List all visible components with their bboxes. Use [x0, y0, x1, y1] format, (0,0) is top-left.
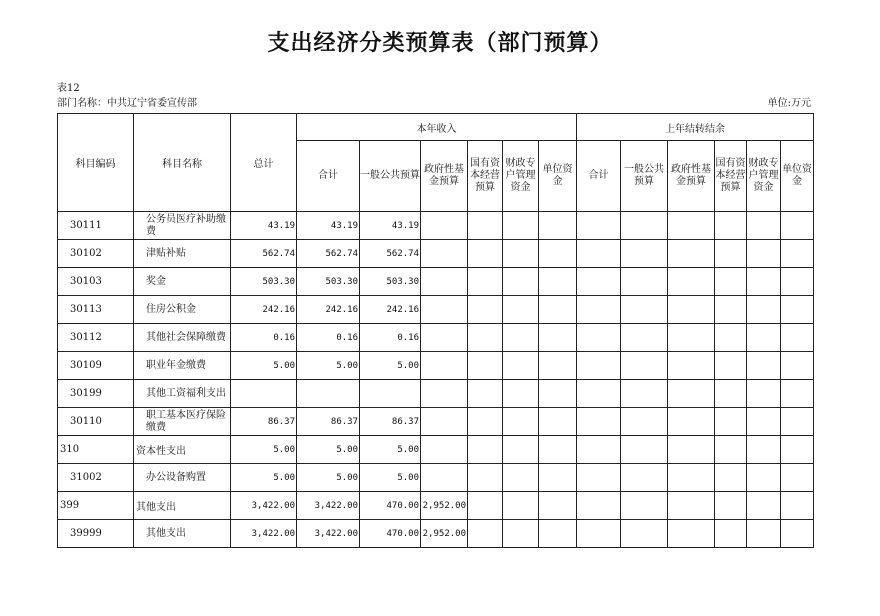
header-co-general: 一般公共预算 — [621, 141, 668, 212]
row-total: 5.00 — [231, 436, 297, 464]
row-total: 0.16 — [231, 324, 297, 352]
row-total: 5.00 — [231, 352, 297, 380]
empty-cell — [668, 352, 715, 380]
empty-cell — [539, 520, 577, 548]
row-cy-subtotal: 86.37 — [297, 408, 360, 436]
empty-cell — [621, 324, 668, 352]
empty-cell — [503, 352, 539, 380]
empty-cell — [621, 240, 668, 268]
row-cy-general: 242.16 — [360, 296, 421, 324]
row-code: 30103 — [58, 268, 134, 296]
row-code: 30102 — [58, 240, 134, 268]
row-cy-general: 5.00 — [360, 464, 421, 492]
unit-label: 单位:万元 — [767, 98, 811, 109]
row-cy-subtotal: 3,422.00 — [297, 492, 360, 520]
header-cy-unit: 单位资金 — [539, 141, 577, 212]
row-cy-general: 5.00 — [360, 352, 421, 380]
row-cy-general: 503.30 — [360, 268, 421, 296]
row-code: 30112 — [58, 324, 134, 352]
empty-cell — [503, 296, 539, 324]
row-name: 其他支出 — [134, 492, 231, 520]
empty-cell — [539, 408, 577, 436]
row-code: 30110 — [58, 408, 134, 436]
empty-cell — [715, 408, 747, 436]
empty-cell — [781, 240, 814, 268]
row-cy-gov-fund — [421, 464, 468, 492]
empty-cell — [539, 464, 577, 492]
empty-cell — [468, 268, 503, 296]
empty-cell — [668, 464, 715, 492]
header-co-unit: 单位资金 — [781, 141, 814, 212]
empty-cell — [747, 324, 781, 352]
empty-cell — [781, 380, 814, 408]
table-row — [58, 408, 814, 436]
header-cy-special: 财政专户管理资金 — [503, 141, 539, 212]
row-cy-general: 43.19 — [360, 212, 421, 240]
empty-cell — [468, 212, 503, 240]
empty-cell — [539, 268, 577, 296]
row-code: 39999 — [58, 520, 134, 548]
empty-cell — [747, 296, 781, 324]
empty-cell — [503, 212, 539, 240]
row-code: 30109 — [58, 352, 134, 380]
empty-cell — [577, 436, 621, 464]
table-row — [58, 492, 814, 520]
empty-cell — [781, 436, 814, 464]
table-row — [58, 352, 814, 380]
header-co-gov-fund: 政府性基金预算 — [668, 141, 715, 212]
empty-cell — [577, 520, 621, 548]
empty-cell — [715, 240, 747, 268]
row-name: 资本性支出 — [134, 436, 231, 464]
empty-cell — [577, 324, 621, 352]
empty-cell — [747, 436, 781, 464]
row-total: 43.19 — [231, 212, 297, 240]
row-cy-gov-fund — [421, 408, 468, 436]
row-name: 其他支出 — [134, 520, 231, 548]
table-row — [58, 464, 814, 492]
table-row — [58, 212, 814, 240]
empty-cell — [539, 352, 577, 380]
empty-cell — [539, 212, 577, 240]
empty-cell — [621, 268, 668, 296]
table-row — [58, 296, 814, 324]
empty-cell — [577, 380, 621, 408]
empty-cell — [621, 492, 668, 520]
row-name: 办公设备购置 — [134, 464, 231, 492]
header-total: 总计 — [231, 114, 297, 212]
empty-cell — [715, 464, 747, 492]
row-name: 其他工资福利支出 — [134, 380, 231, 408]
empty-cell — [621, 520, 668, 548]
table-row — [58, 520, 814, 548]
row-cy-subtotal: 5.00 — [297, 352, 360, 380]
empty-cell — [781, 408, 814, 436]
row-cy-general: 470.00 — [360, 492, 421, 520]
header-cy-soe: 国有资本经营预算 — [468, 141, 503, 212]
row-total: 86.37 — [231, 408, 297, 436]
empty-cell — [747, 408, 781, 436]
empty-cell — [747, 464, 781, 492]
row-cy-general: 5.00 — [360, 436, 421, 464]
empty-cell — [539, 436, 577, 464]
empty-cell — [621, 408, 668, 436]
row-code: 30111 — [58, 212, 134, 240]
empty-cell — [539, 240, 577, 268]
header-cy-subtotal: 合计 — [297, 141, 360, 212]
empty-cell — [715, 268, 747, 296]
table-row — [58, 380, 814, 408]
row-cy-general: 470.00 — [360, 520, 421, 548]
empty-cell — [621, 296, 668, 324]
empty-cell — [577, 492, 621, 520]
empty-cell — [668, 436, 715, 464]
empty-cell — [503, 436, 539, 464]
empty-cell — [503, 408, 539, 436]
table-body — [58, 212, 814, 548]
empty-cell — [503, 464, 539, 492]
empty-cell — [668, 268, 715, 296]
empty-cell — [577, 352, 621, 380]
empty-cell — [503, 520, 539, 548]
empty-cell — [747, 240, 781, 268]
empty-cell — [539, 380, 577, 408]
empty-cell — [781, 520, 814, 548]
header-cy-general: 一般公共预算 — [360, 141, 421, 212]
empty-cell — [715, 324, 747, 352]
empty-cell — [539, 492, 577, 520]
row-total: 562.74 — [231, 240, 297, 268]
table-row — [58, 240, 814, 268]
row-cy-gov-fund — [421, 380, 468, 408]
header-cy-gov-fund: 政府性基金预算 — [421, 141, 468, 212]
empty-cell — [468, 380, 503, 408]
row-cy-subtotal: 0.16 — [297, 324, 360, 352]
row-cy-subtotal: 5.00 — [297, 464, 360, 492]
empty-cell — [577, 240, 621, 268]
row-cy-subtotal: 3,422.00 — [297, 520, 360, 548]
empty-cell — [577, 464, 621, 492]
empty-cell — [781, 492, 814, 520]
empty-cell — [503, 268, 539, 296]
empty-cell — [668, 296, 715, 324]
empty-cell — [621, 380, 668, 408]
row-total: 3,422.00 — [231, 520, 297, 548]
empty-cell — [747, 520, 781, 548]
empty-cell — [781, 324, 814, 352]
empty-cell — [781, 352, 814, 380]
row-cy-gov-fund — [421, 296, 468, 324]
empty-cell — [715, 212, 747, 240]
row-name: 奖金 — [134, 268, 231, 296]
empty-cell — [668, 380, 715, 408]
header-co-soe: 国有资本经营预算 — [715, 141, 747, 212]
empty-cell — [781, 268, 814, 296]
empty-cell — [747, 352, 781, 380]
row-name: 其他社会保障缴费 — [134, 324, 231, 352]
page-title: 支出经济分类预算表（部门预算） — [267, 31, 613, 56]
row-cy-gov-fund — [421, 324, 468, 352]
row-cy-general: 0.16 — [360, 324, 421, 352]
row-name: 住房公积金 — [134, 296, 231, 324]
header-current-year: 本年收入 — [297, 114, 577, 141]
empty-cell — [468, 352, 503, 380]
header-name: 科目名称 — [134, 114, 231, 212]
row-name: 职工基本医疗保险缴费 — [134, 408, 231, 436]
empty-cell — [668, 408, 715, 436]
empty-cell — [715, 492, 747, 520]
empty-cell — [468, 240, 503, 268]
row-total: 503.30 — [231, 268, 297, 296]
row-code: 399 — [58, 492, 134, 520]
department-name: 部门名称：中共辽宁省委宣传部 — [57, 98, 197, 109]
empty-cell — [747, 268, 781, 296]
empty-cell — [468, 324, 503, 352]
row-name: 津贴补贴 — [134, 240, 231, 268]
empty-cell — [468, 408, 503, 436]
empty-cell — [539, 296, 577, 324]
row-code: 310 — [58, 436, 134, 464]
empty-cell — [668, 212, 715, 240]
row-code: 30199 — [58, 380, 134, 408]
empty-cell — [468, 436, 503, 464]
row-cy-subtotal: 43.19 — [297, 212, 360, 240]
empty-cell — [577, 296, 621, 324]
header-co-subtotal: 合计 — [577, 141, 621, 212]
empty-cell — [747, 380, 781, 408]
table-row — [58, 324, 814, 352]
empty-cell — [468, 520, 503, 548]
table-number: 表12 — [57, 83, 80, 94]
empty-cell — [715, 380, 747, 408]
empty-cell — [577, 268, 621, 296]
empty-cell — [715, 352, 747, 380]
row-code: 31002 — [58, 464, 134, 492]
row-cy-general — [360, 380, 421, 408]
row-cy-gov-fund — [421, 240, 468, 268]
empty-cell — [781, 296, 814, 324]
row-cy-subtotal — [297, 380, 360, 408]
row-cy-gov-fund — [421, 352, 468, 380]
header-code: 科目编码 — [58, 114, 134, 212]
row-cy-subtotal: 562.74 — [297, 240, 360, 268]
row-cy-subtotal: 503.30 — [297, 268, 360, 296]
budget-table — [57, 113, 814, 548]
empty-cell — [715, 296, 747, 324]
empty-cell — [781, 212, 814, 240]
empty-cell — [715, 436, 747, 464]
empty-cell — [577, 212, 621, 240]
empty-cell — [747, 492, 781, 520]
empty-cell — [468, 464, 503, 492]
empty-cell — [668, 492, 715, 520]
empty-cell — [468, 492, 503, 520]
row-total — [231, 380, 297, 408]
empty-cell — [503, 492, 539, 520]
row-cy-general: 562.74 — [360, 240, 421, 268]
row-total: 242.16 — [231, 296, 297, 324]
empty-cell — [577, 408, 621, 436]
header-co-special: 财政专户管理资金 — [747, 141, 781, 212]
row-code: 30113 — [58, 296, 134, 324]
row-total: 5.00 — [231, 464, 297, 492]
empty-cell — [668, 520, 715, 548]
empty-cell — [668, 240, 715, 268]
empty-cell — [621, 352, 668, 380]
empty-cell — [503, 324, 539, 352]
empty-cell — [503, 380, 539, 408]
table-row — [58, 436, 814, 464]
row-name: 职业年金缴费 — [134, 352, 231, 380]
empty-cell — [621, 212, 668, 240]
row-cy-gov-fund — [421, 212, 468, 240]
row-cy-gov-fund — [421, 436, 468, 464]
empty-cell — [621, 436, 668, 464]
row-cy-gov-fund: 2,952.00 — [421, 520, 468, 548]
row-cy-gov-fund — [421, 268, 468, 296]
table-row — [58, 268, 814, 296]
empty-cell — [715, 520, 747, 548]
empty-cell — [621, 464, 668, 492]
row-cy-gov-fund: 2,952.00 — [421, 492, 468, 520]
row-name: 公务员医疗补助缴费 — [134, 212, 231, 240]
row-total: 3,422.00 — [231, 492, 297, 520]
header-carryover: 上年结转结余 — [577, 114, 814, 141]
empty-cell — [747, 212, 781, 240]
row-cy-general: 86.37 — [360, 408, 421, 436]
empty-cell — [468, 296, 503, 324]
empty-cell — [668, 324, 715, 352]
empty-cell — [781, 464, 814, 492]
empty-cell — [539, 324, 577, 352]
row-cy-subtotal: 242.16 — [297, 296, 360, 324]
row-cy-subtotal: 5.00 — [297, 436, 360, 464]
empty-cell — [503, 240, 539, 268]
